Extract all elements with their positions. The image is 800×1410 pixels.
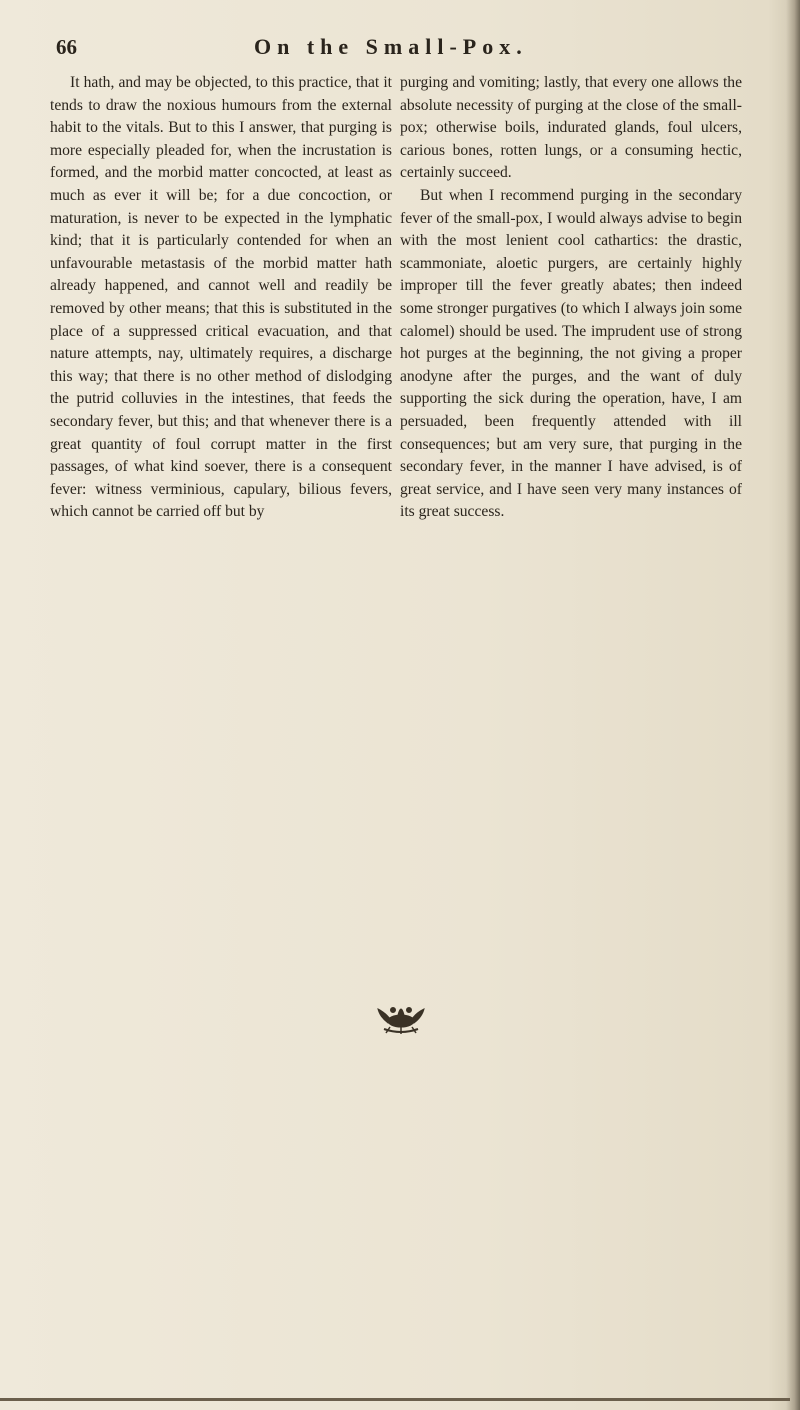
page-header — [56, 34, 776, 64]
printers-flower-ornament-icon — [376, 1001, 426, 1035]
right-column — [400, 72, 742, 524]
bottom-edge — [0, 1398, 790, 1401]
right-paragraph-1: purging and vomiting; lastly, that every one allows the absolute necessity of purging at the close of the small-pox; otherwise boils, indurated glands, foul ulcers, carious bones, rotten lungs, or a consuming hectic, certainly succeed. — [400, 74, 742, 182]
page-edge-shadow — [786, 0, 800, 1410]
running-head: On the Small-Pox. — [254, 34, 528, 59]
right-paragraph-2: But when I recommend purging in the secondary fever of the small-pox, I would always advise to begin with the most lenient cool cathartics: the drastic, scammoniate, aloetic purgers, are certainly highly improper till the fever greatly abates; then indeed some stronger purgatives (to which I always join some calomel) should be used. The imprudent use of strong hot purges at the beginning, the not giving a proper anodyne after the purges, and the want of duly supporting the sick during the operation, have, I am persuaded, been frequently attended with ill consequences; but am very sure, that purging in the secondary fever, in the manner I have advised, is of great service, and I have seen very many instances of its great success. — [400, 186, 742, 521]
left-column — [50, 72, 392, 524]
left-paragraph-1: It hath, and may be objected, to this practice, that it tends to draw the noxious humours from the external habit to the vitals. But to this I answer, that purging is more especially pleaded for, when the incrustation is formed, and the morbid matter concocted, at least as much as ever it will be; for a due concoction, or maturation, is never to be expected in the lymphatic kind; that it is particularly contended for when an unfavourable metastasis of the morbid matter hath already happened, and cannot well and readily be removed by other means; that this is substituted in the place of a suppressed critical evacuation, and that nature attempts, nay, ultimately requires, a discharge this way; that there is no other method of dislodging the putrid colluvies in the intestines, that feeds the secondary fever, but this; and that whenever there is a great quantity of foul corrupt matter in the first passages, of what kind soever, there is a consequent fever: witness verminious, capulary, bilious fevers, which cannot be carried off but by — [50, 74, 392, 521]
page-number: 66 — [56, 35, 77, 59]
